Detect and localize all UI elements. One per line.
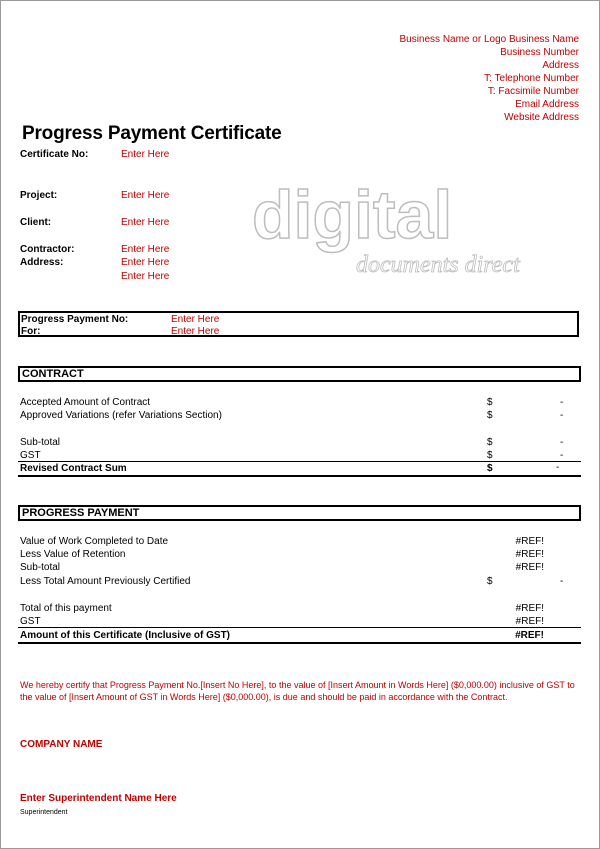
address-value-1[interactable]: Enter Here bbox=[121, 257, 170, 268]
contract-revised-sum-amount: - bbox=[556, 462, 560, 473]
payment-gst-label: GST bbox=[20, 616, 41, 627]
payment-work-completed-amount: #REF! bbox=[515, 536, 544, 547]
certificate-amount-label: Amount of this Certificate (Inclusive of GST) bbox=[20, 630, 231, 641]
superintendent-name[interactable]: Enter Superintendent Name Here bbox=[20, 793, 177, 804]
contract-subtotal-currency: $ bbox=[487, 437, 493, 448]
watermark-main: digital bbox=[252, 180, 453, 253]
watermark-logo bbox=[248, 180, 568, 280]
contract-revised-sum-currency: $ bbox=[487, 463, 493, 474]
contract-accepted-label: Accepted Amount of Contract bbox=[20, 397, 151, 408]
payment-previously-certified-currency: $ bbox=[487, 576, 493, 587]
contract-accepted-currency: $ bbox=[487, 397, 493, 408]
business-details bbox=[399, 33, 579, 124]
payment-subtotal-label: Sub-total bbox=[20, 562, 61, 573]
progress-payment-no-value[interactable]: Enter Here bbox=[171, 314, 220, 325]
payment-total-amount: #REF! bbox=[515, 603, 544, 614]
address-value-2[interactable]: Enter Here bbox=[121, 271, 170, 282]
payment-gst-amount: #REF! bbox=[515, 616, 544, 627]
business-number: Business Number bbox=[500, 47, 579, 58]
company-name[interactable]: COMPANY NAME bbox=[20, 739, 103, 750]
progress-payment-box bbox=[18, 311, 579, 337]
contract-subtotal-amount: - bbox=[560, 437, 564, 448]
contract-heading: CONTRACT bbox=[18, 366, 581, 382]
payment-work-completed-label: Value of Work Completed to Date bbox=[20, 536, 169, 547]
payment-previously-certified-amount: - bbox=[560, 576, 564, 587]
payment-retention-label: Less Value of Retention bbox=[20, 549, 126, 560]
progress-payment-no-label: Progress Payment No: bbox=[21, 314, 129, 325]
certificate-no-value[interactable]: Enter Here bbox=[121, 149, 170, 160]
document-title: Progress Payment Certificate bbox=[22, 123, 282, 144]
project-label: Project: bbox=[20, 190, 58, 201]
contract-subtotal-label: Sub-total bbox=[20, 437, 61, 448]
contract-variations-amount: - bbox=[560, 410, 564, 421]
client-label: Client: bbox=[20, 217, 52, 228]
business-name: Business Name or Logo Business Name bbox=[399, 34, 579, 45]
watermark-sub: documents direct bbox=[356, 252, 520, 278]
contract-accepted-amount: - bbox=[560, 397, 564, 408]
certificate-amount-value: #REF! bbox=[515, 630, 544, 641]
contract-total-rule bbox=[18, 461, 581, 462]
address-label: Address: bbox=[20, 257, 64, 268]
contractor-label: Contractor: bbox=[20, 244, 75, 255]
payment-retention-amount: #REF! bbox=[515, 549, 544, 560]
payment-double-rule bbox=[18, 642, 581, 644]
contractor-value[interactable]: Enter Here bbox=[121, 244, 170, 255]
business-email: Email Address bbox=[515, 99, 579, 110]
progress-payment-for-label: For: bbox=[21, 326, 41, 337]
project-value[interactable]: Enter Here bbox=[121, 190, 170, 201]
business-facsimile: T: Facsimile Number bbox=[487, 86, 579, 97]
certificate-no-label: Certificate No: bbox=[20, 149, 89, 160]
business-website: Website Address bbox=[504, 112, 579, 123]
payment-subtotal-amount: #REF! bbox=[515, 562, 544, 573]
contract-gst-label: GST bbox=[20, 450, 41, 461]
contract-variations-currency: $ bbox=[487, 410, 493, 421]
contract-gst-amount: - bbox=[560, 450, 564, 461]
superintendent-role: Superintendent bbox=[20, 809, 68, 816]
payment-total-label: Total of this payment bbox=[20, 603, 112, 614]
business-telephone: T: Telephone Number bbox=[484, 73, 579, 84]
business-address: Address bbox=[542, 60, 579, 71]
payment-total-rule bbox=[18, 627, 581, 628]
contract-variations-label: Approved Variations (refer Variations Section) bbox=[20, 410, 222, 421]
progress-payment-heading: PROGRESS PAYMENT bbox=[18, 505, 581, 521]
client-value[interactable]: Enter Here bbox=[121, 217, 170, 228]
certification-statement: We hereby certify that Progress Payment No.[Insert No Here], to the value of [Insert Amount in Words Here] ($0,000.00) inclusive of GST to the value of [Insert Amount of GST in Words Here] ($0,000.00), is due and should be paid in accordance with the Contract. bbox=[20, 680, 575, 702]
payment-previously-certified-label: Less Total Amount Previously Certified bbox=[20, 576, 191, 587]
contract-revised-sum-label: Revised Contract Sum bbox=[20, 463, 127, 474]
contract-double-rule bbox=[18, 475, 581, 477]
contract-gst-currency: $ bbox=[487, 450, 493, 461]
progress-payment-for-value[interactable]: Enter Here bbox=[171, 326, 220, 337]
